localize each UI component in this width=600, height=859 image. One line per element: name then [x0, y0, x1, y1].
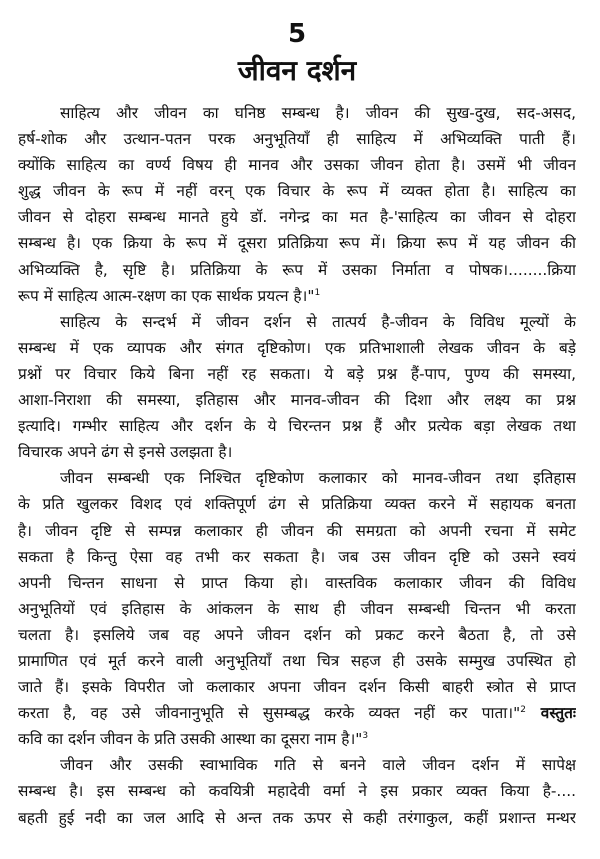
line-text: रूप में साहित्य आत्म-रक्षण का एक सार्थक प्रयत्न है।" — [18, 286, 315, 305]
text-line — [18, 726, 576, 752]
text-line: साहित्य के सन्दर्भ में जीवन दर्शन से तात्पर्य है-जीवन के विविध मूल्यों के — [60, 312, 576, 331]
text-line: जीवन और उसकी स्वाभाविक गति से बनने वाले जीवन दर्शन में सापेक्ष — [60, 756, 576, 775]
text-line: सम्बन्ध है। इस सम्बन्ध को कवयित्री महादेवी वर्मा ने इस प्रकार व्यक्त किया है-.... — [18, 782, 576, 801]
text-line: अपनी चिन्तन साधना से प्राप्त किया हो। वास्तविक कलाकार जीवन की विविध — [18, 573, 576, 592]
text-line: शुद्ध जीवन के रूप में नहीं वरन् एक विचार के रूप में व्यक्त होता है। साहित्य का — [18, 182, 576, 201]
text-line: जाते हैं। इसके विपरीत जो कलाकार अपना जीवन दर्शन किसी बाहरी स्त्रोत से प्राप्त — [18, 678, 576, 697]
text-line: बहती हुई नदी का जल आदि से अन्त तक ऊपर से कही तरंगाकुल, कहीं प्रशान्त मन्थर — [18, 808, 576, 827]
text-line: हर्ष-शोक और उत्थान-पतन परक अनुभूतियाँ ही साहित्य में अभिव्यक्ति पाती हैं। — [18, 130, 576, 149]
text-line: अभिव्यक्ति है, सृष्टि है। प्रतिक्रिया के रूप में उसका निर्माता व पोषक।........क्रिया — [18, 260, 576, 279]
chapter-title: जीवन दर्शन — [237, 54, 357, 87]
text-line: है। जीवन दृष्टि से सम्पन्न कलाकार ही जीवन की समग्रता को अपनी रचना में समेट — [18, 521, 576, 540]
text-line: के प्रति खुलकर विशद एवं शक्तिपूर्ण ढंग से प्रतिक्रिया व्यक्त करने में सहायक बनता — [18, 495, 576, 514]
footnote-mark: 3 — [362, 731, 369, 742]
text-line: अनुभूतियों एवं इतिहास के आंकलन के साथ ही जीवन सम्बन्धी चिन्तन भी करता — [18, 599, 576, 618]
paragraph-4 — [18, 752, 576, 830]
footnote-mark: 2 — [520, 705, 526, 716]
text-line — [18, 700, 576, 726]
line-tail: वस्तुतः — [525, 704, 576, 723]
text-line: साहित्य और जीवन का घनिष्ठ सम्बन्ध है। जीवन की सुख-दुख, सद-असद, — [60, 104, 576, 122]
text-line: सकता है किन्तु ऐसा वह तभी कर सकता है। जब उस जीवन दृष्टि को उसने स्वयं — [18, 547, 576, 566]
line-text: कवि का दर्शन जीवन के प्रति उसकी आस्था का दूसरा नाम है।" — [18, 730, 363, 749]
text-line: जीवन सम्बन्धी एक निश्चित दृष्टिकोण कलाकार को मानव-जीवन तथा इतिहास — [60, 469, 576, 488]
text-line: चलता है। इसलिये जब वह अपने जीवन दर्शन को प्रकट करने बैठता है, तो उसे — [18, 625, 576, 644]
text-line — [18, 283, 576, 309]
footnote-mark: 1 — [314, 287, 321, 298]
paragraph-2 — [18, 309, 576, 466]
paragraph-1 — [18, 100, 576, 309]
text-line: आशा-निराशा की समस्या, इतिहास और मानव-जीवन की दिशा और लक्ष्य का प्रश्न — [18, 391, 576, 410]
line-text: करता है, वह उसे जीवनानुभूति से सुसम्बद्ध करके व्यक्त नहीं कर पाता।" — [18, 704, 521, 723]
book-page — [18, 8, 576, 856]
text-line: प्रश्नों पर विचार किये बिना नहीं रह सकता। ये बड़े प्रश्न हैं-पाप, पुण्य की समस्या, — [18, 364, 576, 383]
text-line: प्रामाणित एवं मूर्त करने वाली अनुभूतियाँ तथा चित्र सहज ही उसके सम्मुख उपस्थित हो — [18, 651, 576, 670]
text-line: सम्बन्ध में एक व्यापक और संगत दृष्टिकोण। एक प्रतिभाशाली लेखक जीवन के बड़े — [18, 338, 576, 357]
text-line: जीवन से दोहरा सम्बन्ध मानते हुये डॉ. नगेन्द्र का मत है-'साहित्य का जीवन से दोहरा — [18, 208, 576, 227]
text-line: विचारक अपने ढंग से इनसे उलझता है। — [18, 443, 233, 462]
text-line: क्योंकि साहित्य का वर्ण्य विषय ही मानव और उसका जीवन होता है। उसमें भी जीवन — [18, 156, 576, 175]
text-line: इत्यादि। गम्भीर साहित्य और दर्शन के ये चिरन्तन प्रश्न हैं और प्रत्येक बड़ा लेखक तथा — [18, 417, 576, 436]
chapter-number: 5 — [287, 19, 307, 49]
text-line: सम्बन्ध है। एक क्रिया के रूप में दूसरा प्रतिक्रिया रूप में। क्रिया रूप में यह जीवन की — [18, 234, 576, 253]
paragraph-3 — [18, 465, 576, 752]
